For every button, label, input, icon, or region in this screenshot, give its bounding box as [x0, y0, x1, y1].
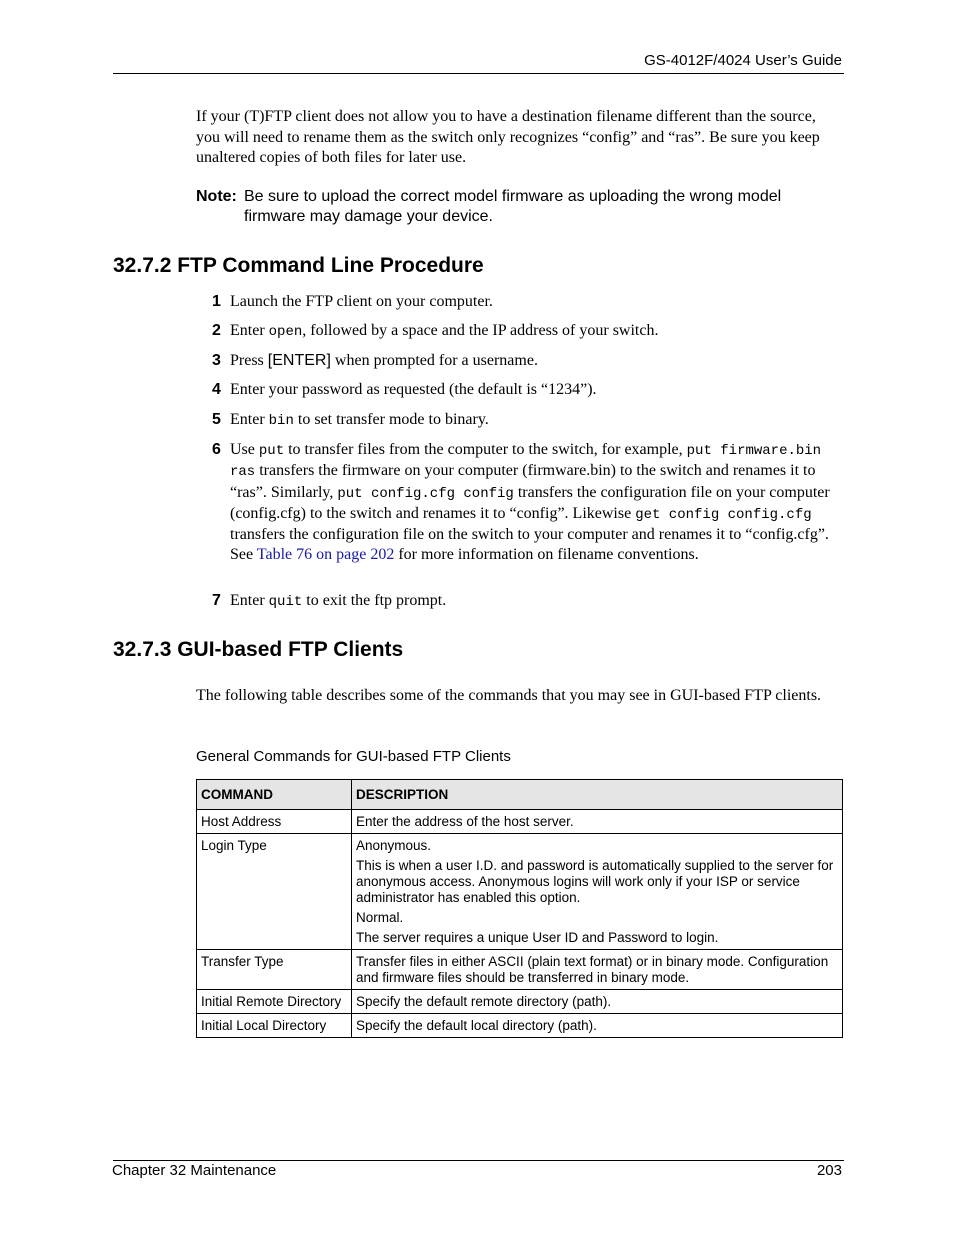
note-text: Be sure to upload the correct model firmware as uploading the wrong model firmware may damage your device.	[244, 188, 782, 225]
column-header-command: COMMAND	[197, 780, 352, 810]
table-cross-reference-link[interactable]: Table 76 on page 202	[256, 546, 395, 564]
note-block	[196, 187, 846, 227]
commands-table	[196, 779, 843, 1038]
step-text: Press [ENTER] when prompted for a username.	[230, 352, 538, 369]
description-cell: Transfer files in either ASCII (plain text format) or in binary mode. Configuration and firmware files should be transferred in binary mode.	[352, 950, 843, 990]
step-number: 3	[212, 352, 221, 369]
step-number: 2	[212, 322, 221, 339]
description-cell: Specify the default remote directory (path).	[352, 990, 843, 1014]
table-row	[197, 810, 843, 834]
inline-code: get config config.cfg	[635, 506, 812, 523]
list-item	[196, 410, 846, 431]
list-item	[196, 321, 846, 342]
table-header-row	[197, 780, 843, 810]
command-cell: Transfer Type	[197, 950, 352, 990]
step-text: Launch the FTP client on your computer.	[230, 293, 493, 310]
inline-code: open	[268, 324, 303, 340]
step-text: Enter your password as requested (the default is “1234”).	[230, 381, 597, 398]
section-heading-ftp-command-line: 32.7.2 FTP Command Line Procedure	[113, 254, 484, 277]
description-cell: Enter the address of the host server.	[352, 810, 843, 834]
step-text: Enter bin to set transfer mode to binary.	[230, 411, 489, 429]
inline-code: bin	[268, 413, 294, 429]
key-label: [ENTER]	[267, 352, 331, 369]
step-number: 6	[212, 441, 221, 458]
command-cell: Login Type	[197, 834, 352, 950]
column-header-description: DESCRIPTION	[352, 780, 843, 810]
command-cell: Initial Local Directory	[197, 1014, 352, 1038]
table-row	[197, 990, 843, 1014]
table-row	[197, 1014, 843, 1038]
list-item	[196, 591, 846, 612]
list-item	[196, 351, 846, 371]
step-text: Enter quit to exit the ftp prompt.	[230, 592, 447, 610]
header-rule	[113, 73, 844, 74]
table-row	[197, 950, 843, 990]
step-number: 7	[212, 592, 221, 609]
running-header-title: GS-4012F/4024 User’s Guide	[644, 52, 842, 69]
inline-code: quit	[268, 594, 303, 610]
list-item	[196, 440, 846, 566]
list-item	[196, 292, 846, 312]
page-number: 203	[816, 1162, 842, 1179]
intro-paragraph: If your (T)FTP client does not allow you to have a destination filename different than the source, you will need to rename them as the switch only recognizes “config” and “ras”. Be sure you keep unaltered copies of both files for later use.	[196, 108, 820, 166]
inline-code: put config.cfg config	[337, 485, 514, 502]
gui-section-paragraph: The following table describes some of the commands that you may see in GUI-based FTP clients.	[196, 687, 822, 704]
inline-code: put	[258, 443, 285, 459]
table-row	[197, 834, 843, 950]
note-label: Note:	[196, 188, 237, 205]
command-cell: Host Address	[197, 810, 352, 834]
list-item	[196, 380, 846, 400]
step-text: Enter open, followed by a space and the IP address of your switch.	[230, 322, 659, 340]
inline-code: put firmware.bin ras	[230, 443, 822, 481]
description-cell: Anonymous. This is when a user I.D. and password is automatically supplied to the server for anonymous access. Anonymous logins will work only if your ISP or service administrator has enabled this option. Normal. The server requires a unique User ID and Password to login.	[352, 834, 843, 950]
step-number: 5	[212, 411, 221, 428]
section-heading-gui-ftp-clients: 32.7.3 GUI-based FTP Clients	[113, 638, 404, 661]
table-title: General Commands for GUI-based FTP Clients	[196, 748, 511, 765]
step-number: 1	[212, 293, 221, 310]
description-cell: Specify the default local directory (path).	[352, 1014, 843, 1038]
step-text: Use put to transfer files from the computer to the switch, for example, put firmware.bin ras transfers the firmware on your computer (firmware.bin) to the switch and renames it to “ras”. Similarly, put config.cfg config transfers the configuration file on your computer (config.cfg) to the switch and renames it to “config”. Likewise get config config.cfg transfers the configuration file on the switch to your computer and renames it to “config.cfg”. See Table 76 on page 202 for more information on filename conventions.	[230, 441, 830, 564]
footer-chapter: Chapter 32 Maintenance	[112, 1162, 277, 1179]
command-cell: Initial Remote Directory	[197, 990, 352, 1014]
step-number: 4	[212, 381, 221, 398]
footer-rule	[113, 1160, 844, 1161]
